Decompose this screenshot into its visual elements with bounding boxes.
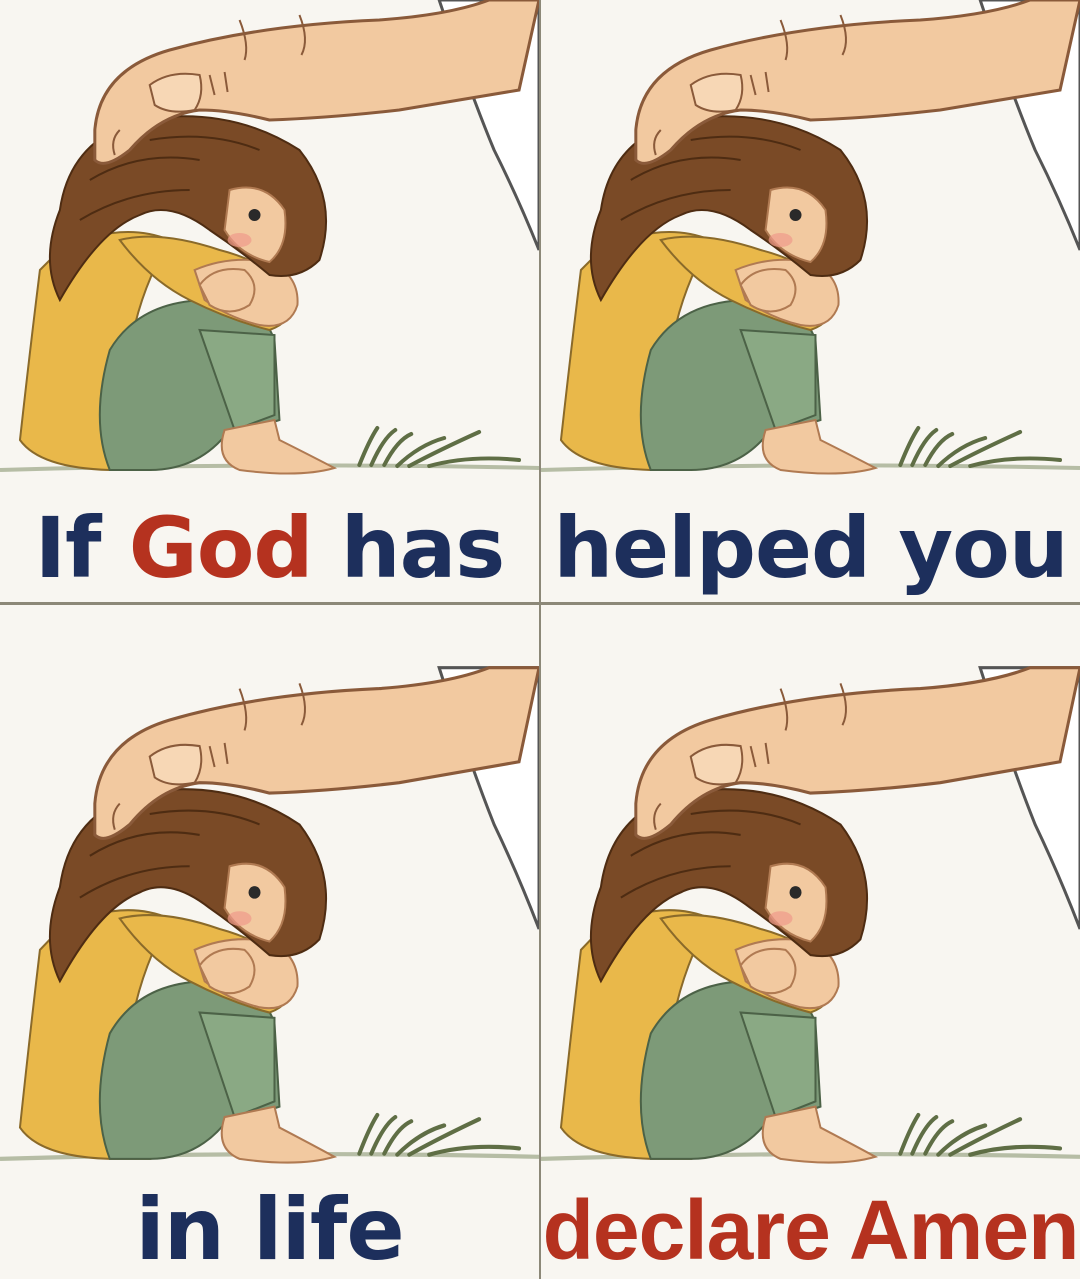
caption-part: If: [34, 499, 129, 597]
panel-bottom-right: [541, 605, 1080, 1279]
panel-top-right: [541, 0, 1080, 605]
caption-part: declare Amen: [542, 1183, 1079, 1277]
caption-part: has: [312, 499, 505, 597]
illustration-hand-on-head: [0, 605, 539, 1185]
illustration-hand-on-head: [0, 0, 539, 495]
caption-part: in life: [135, 1180, 404, 1279]
panel-top-left: [0, 0, 541, 605]
caption-part-highlight: God: [128, 499, 313, 597]
caption-part: helped you: [553, 499, 1068, 597]
illustration-hand-on-head: [541, 0, 1080, 495]
caption-top-right: [541, 498, 1080, 598]
caption-bottom-left: [0, 1180, 539, 1279]
illustration-hand-on-head: [541, 605, 1080, 1185]
panel-bottom-left: [0, 605, 541, 1279]
caption-bottom-right: [541, 1180, 1080, 1279]
caption-top-left: [0, 498, 539, 598]
